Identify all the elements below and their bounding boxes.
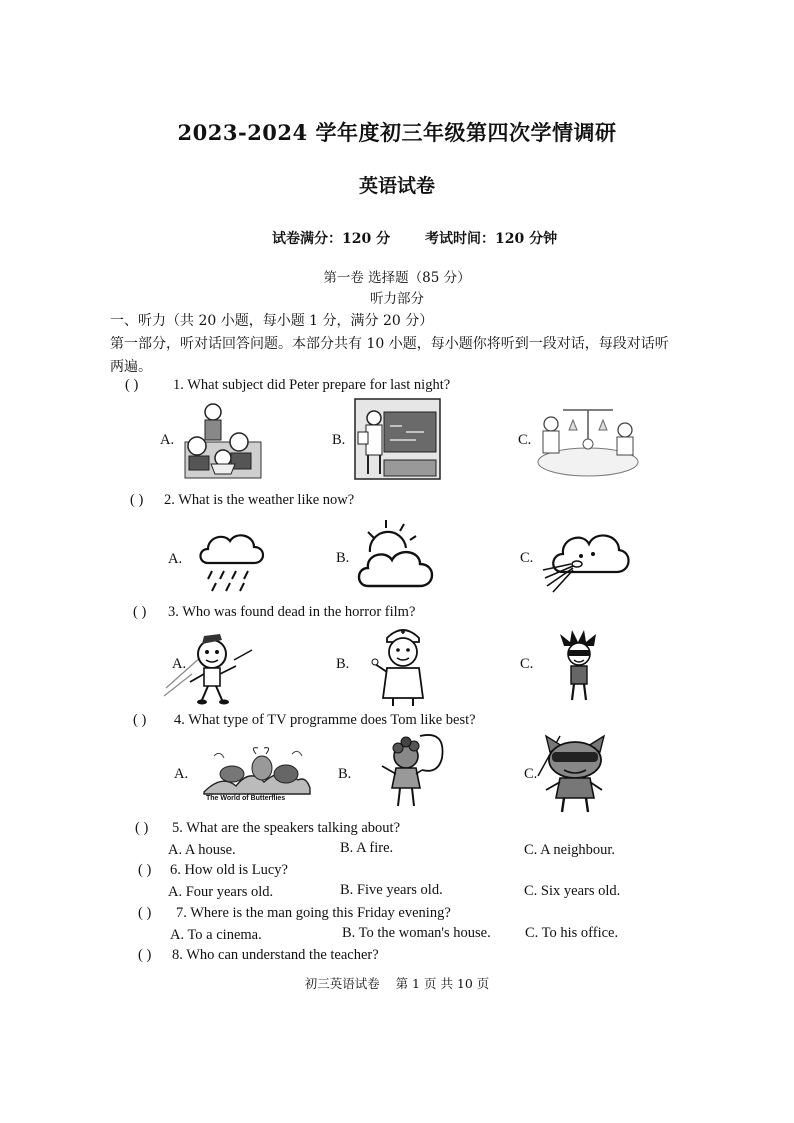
option-a: A. Four years old. (168, 884, 274, 900)
doctor-cartoon-picture (373, 624, 435, 708)
instruction-line-2: 两遍。 (110, 359, 152, 375)
option-b: B. To the woman's house. (342, 925, 491, 941)
option-label: B. (332, 432, 346, 448)
section-heading: 一、听力（共 20 小题，每小题 1 分，满分 20 分） (110, 313, 434, 329)
volume-heading: 第一卷 选择题（85 分） (323, 270, 471, 286)
answer-blank[interactable]: ( ) (138, 905, 152, 921)
option-label: C. (520, 550, 534, 566)
option-a: A. A house. (168, 842, 236, 858)
option-label: B. (338, 766, 352, 782)
question-text: 4. What type of TV programme does Tom like best? (174, 712, 476, 728)
question-text: 7. Where is the man going this Friday evening? (176, 905, 451, 921)
option-label: B. (336, 550, 350, 566)
nature-documentary-picture (202, 744, 312, 798)
students-reading-picture (183, 398, 263, 480)
rain-cloud-icon (196, 525, 268, 593)
picture-caption: The World of Butterflies (206, 795, 286, 802)
answer-blank[interactable]: ( ) (138, 947, 152, 963)
option-a: A. To a cinema. (170, 927, 262, 943)
question-text: 5. What are the speakers talking about? (172, 820, 401, 836)
option-label: C. (524, 766, 538, 782)
option-label: C. (520, 656, 534, 672)
question-text: 2. What is the weather like now? (164, 492, 355, 508)
dancer-cartoon-picture (376, 730, 448, 814)
cartoon-character-picture (162, 626, 260, 706)
question-text: 6. How old is Lucy? (170, 862, 288, 878)
question-text: 3. Who was found dead in the horror film? (168, 604, 416, 620)
answer-blank[interactable]: ( ) (130, 492, 144, 508)
option-label: A. (160, 432, 175, 448)
page-footer: 初三英语试卷 第 1 页 共 10 页 (304, 976, 490, 991)
option-c: C. To his office. (525, 925, 619, 941)
punk-cartoon-picture (556, 630, 602, 704)
option-label: A. (168, 551, 183, 567)
answer-blank[interactable]: ( ) (133, 604, 147, 620)
question-text: 8. Who can understand the teacher? (172, 947, 379, 963)
part-heading: 听力部分 (370, 291, 424, 307)
option-label: B. (336, 656, 350, 672)
instruction-line-1: 第一部分，听对话回答问题。本部分共有 10 小题，每小题你将听到一段对话，每段对话听 (110, 336, 669, 352)
exam-subtitle: 英语试卷 (358, 175, 435, 197)
answer-blank[interactable]: ( ) (133, 712, 147, 728)
answer-blank[interactable]: ( ) (135, 820, 149, 836)
answer-blank[interactable]: ( ) (138, 862, 152, 878)
option-c: C. Six years old. (524, 883, 621, 899)
physics-experiment-picture (533, 400, 643, 480)
exam-time: 考试时间：120 分钟 (425, 231, 558, 247)
option-c: C. A neighbour. (524, 842, 616, 858)
question-text: 1. What subject did Peter prepare for last night? (173, 377, 451, 393)
option-label: C. (518, 432, 532, 448)
option-label: A. (174, 766, 189, 782)
sun-cloud-icon (356, 518, 440, 594)
full-score: 试卷满分：120 分 (272, 231, 391, 247)
option-b: B. A fire. (340, 840, 394, 856)
option-b: B. Five years old. (340, 882, 443, 898)
answer-blank[interactable]: ( ) (125, 377, 139, 393)
wind-cloud-icon (541, 520, 635, 594)
exam-title: 2023-2024 学年度初三年级第四次学情调研 (177, 120, 617, 145)
scientist-lab-picture (354, 398, 441, 480)
cat-cartoon-picture (536, 732, 614, 814)
option-label: A. (172, 656, 187, 672)
